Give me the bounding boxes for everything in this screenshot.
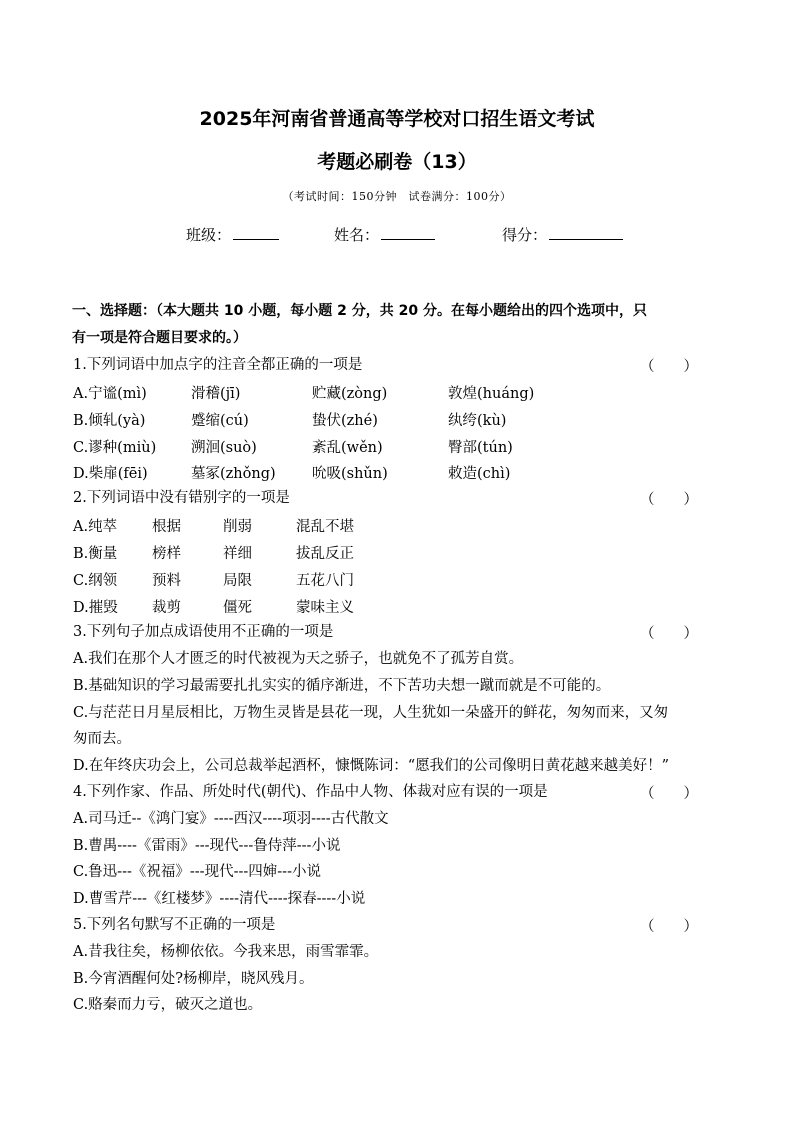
exam-subtitle: 考题必刷卷（13） [317,151,477,173]
q4-option-a: A.司马迁--《鸿门宴》----西汉----项羽----古代散文 [73,811,389,827]
q1-option-c-word4: 臀部(tún) [448,440,513,456]
q2-option-a-word4: 混乱不堪 [296,519,354,535]
name-field[interactable] [334,224,435,245]
q2-option-d-word3: 僵死 [223,600,252,616]
q2-option-c-word3: 局限 [223,573,252,589]
score-blank[interactable] [549,225,623,240]
q3-option-b: B.基础知识的学习最需要扎扎实实的循序渐进，不下苦功夫想一蹴而就是不可能的。 [73,678,611,694]
section-heading-line1: 一、选择题：（本大题共 10 小题，每小题 2 分，共 20 分。在每小题给出的四个选项中，只 [72,303,647,319]
score-field[interactable] [502,224,623,245]
q2-option-c-word2: 预料 [152,573,181,589]
question-5-stem: 5.下列名句默写不正确的一项是 [73,917,276,933]
q1-option-c-word3: 紊乱(wěn) [312,440,383,456]
exam-title: 2025年河南省普通高等学校对口招生语文考试 [199,108,595,130]
q3-option-c: C.与茫茫日月星辰相比，万物生灵皆是县花一现，人生犹如一朵盛开的鲜花，匆匆而来，又匆 [73,705,669,721]
q2-option-a-word3: 削弱 [223,519,252,535]
q1-option-a-word2: 滑稽(jī) [191,386,241,402]
q2-option-d-word4: 蒙味主义 [296,600,354,616]
section-heading [72,298,727,352]
q1-option-c: C.谬种(miù) [73,440,157,456]
question-3-stem: 3.下列句子加点成语使用不正确的一项是 [73,624,334,640]
q3-option-a: A.我们在那个人才匮乏的时代被视为天之骄子，也就免不了孤芳自赏。 [73,651,524,667]
q1-option-a: A.宁谧(mì) [73,386,147,402]
name-blank[interactable] [381,225,435,240]
q5-option-a: A.昔我往矣，杨柳依依。今我来思，雨雪霏霏。 [73,944,379,960]
question-2-answer-paren[interactable]: （ ） [640,492,698,508]
question-1-stem: 1.下列词语中加点字的注音全都正确的一项是 [73,357,363,373]
score-label: 得分： [502,226,548,244]
q2-option-a: A.纯萃 [73,519,118,535]
q1-option-a-word3: 贮藏(zòng) [312,386,388,402]
name-label: 姓名： [334,226,380,244]
q2-option-d: D.摧毁 [73,600,118,616]
question-3-answer-paren[interactable]: （ ） [640,626,698,642]
q4-option-b: B.曹禺----《雷雨》---现代---鲁侍萍---小说 [73,838,341,854]
q1-option-d-word4: 敕造(chì) [448,466,511,482]
q3-option-c-cont: 匆而去。 [73,731,131,747]
q2-option-a-word2: 根据 [152,519,181,535]
q4-option-c: C.鲁迅---《祝福》---现代---四婶---小说 [73,864,321,880]
q5-option-c: C.赂秦而力亏，破灭之道也。 [73,997,263,1013]
q4-option-d: D.曹雪芹---《红楼梦》----清代----探春----小说 [73,891,366,907]
q2-option-b-word3: 祥细 [223,546,252,562]
question-4-stem: 4.下列作家、作品、所处时代(朝代)、作品中人物、体裁对应有误的一项是 [73,784,548,800]
q2-option-b: B.衡量 [73,546,118,562]
q5-option-b: B.今宵酒醒何处?杨柳岸，晓风残月。 [73,971,314,987]
q1-option-a-word4: 敦煌(huáng) [448,386,535,402]
q2-option-b-word4: 拔乱反正 [296,546,354,562]
question-2-stem: 2.下列词语中没有错别字的一项是 [73,490,290,506]
q1-option-d-word2: 墓冢(zhǒng) [191,466,276,482]
q3-option-d: D.在年终庆功会上，公司总裁举起酒杯，慷慨陈词：“愿我们的公司像明日黄花越来越美好！” [73,758,670,774]
q1-option-d-word3: 吮吸(shǔn) [312,466,388,482]
q2-option-c: C.纲领 [73,573,118,589]
exam-time-note: （考试时间：150分钟 试卷满分：100分） [282,190,512,203]
q1-option-b: B.倾轧(yà) [73,413,146,429]
question-1-answer-paren[interactable]: （ ） [640,359,698,375]
q1-option-c-word2: 溯洄(suò) [191,440,257,456]
q2-option-c-word4: 五花八门 [296,573,354,589]
q2-option-d-word2: 裁剪 [152,600,181,616]
q1-option-b-word2: 蹙缩(cú) [191,413,249,429]
q1-option-b-word3: 蛰伏(zhé) [312,413,378,429]
class-field[interactable] [186,224,279,245]
class-label: 班级： [186,226,232,244]
q2-option-b-word2: 榜样 [152,546,181,562]
q1-option-b-word4: 纨绔(kù) [448,413,507,429]
class-blank[interactable] [233,225,279,240]
section-heading-line2: 有一项是符合题目要求的。） [72,330,247,346]
q1-option-d: D.柴扉(fēi) [73,466,148,482]
question-5-answer-paren[interactable]: （ ） [640,919,698,935]
question-4-answer-paren[interactable]: （ ） [640,786,698,802]
